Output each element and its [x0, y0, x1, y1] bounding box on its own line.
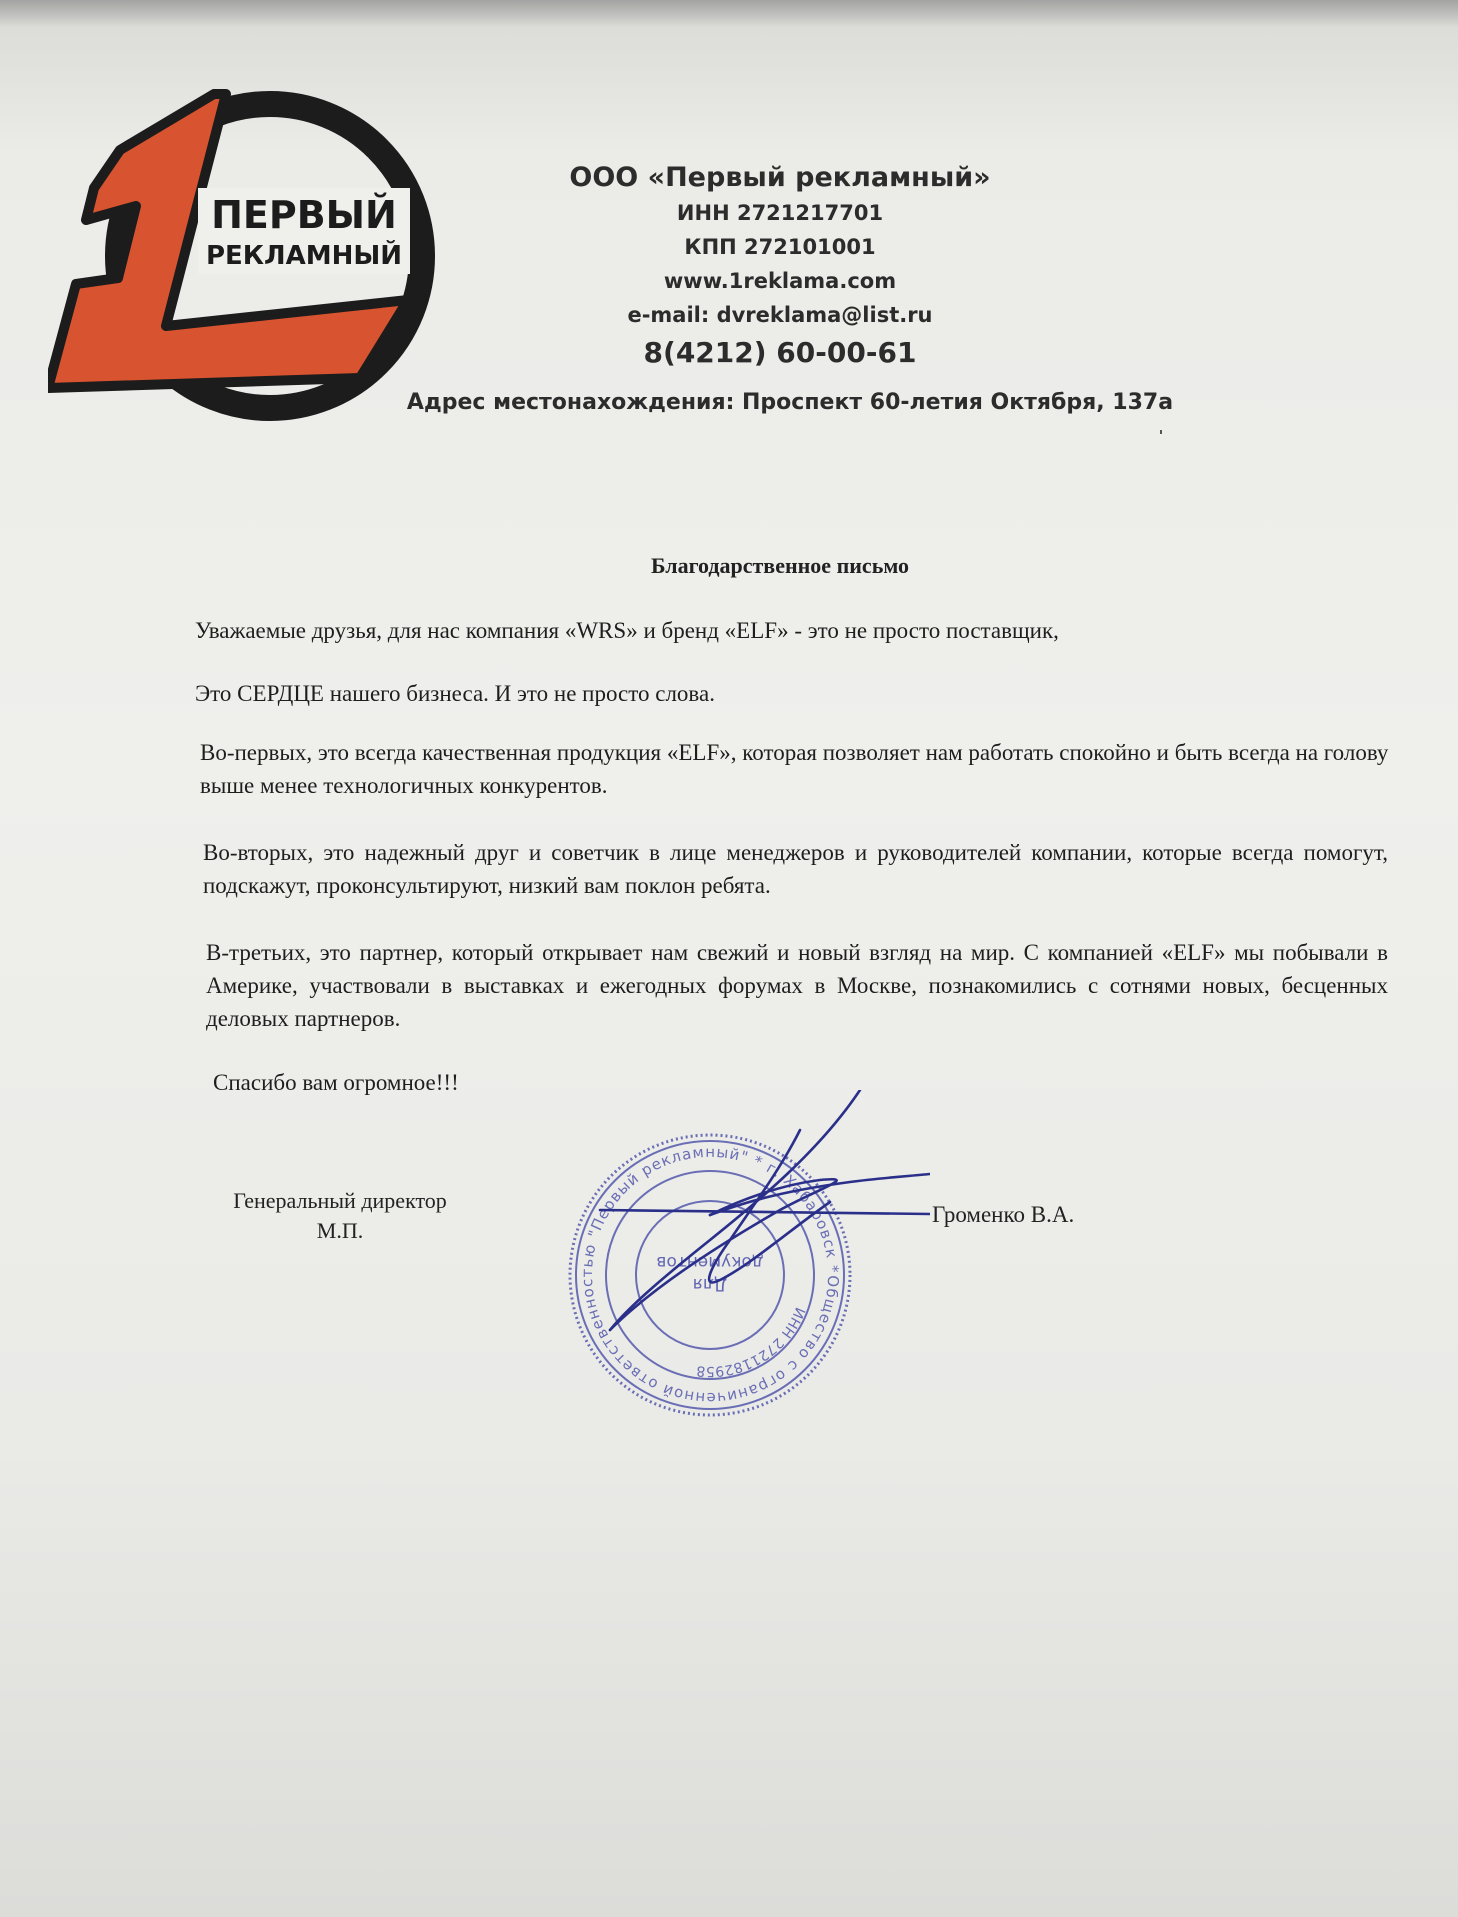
company-name: ООО «Первый рекламный» [569, 162, 991, 193]
signatory-role: Генеральный директор [233, 1188, 447, 1213]
letter-title: Благодарственное письмо [650, 553, 910, 578]
company-kpp: КПП 272101001 [684, 235, 876, 259]
company-phone: 8(4212) 60-00-61 [643, 336, 917, 369]
stamp-inn-text: ИНН 2721182958 [695, 1304, 808, 1380]
logo-text-line2: РЕКЛАМНЫЙ [205, 241, 403, 271]
letter-paragraph: В-третьих, это партнер, который открывает нам свежий и новый взгляд на мир. С компанией «ELF» мы побывали в Америке, участвовали в выставках и ежегодных форумах в Москве, познакомились с сотнями новых, бесценных деловых партнеров. [206, 940, 1388, 1031]
handwritten-signature [590, 1090, 930, 1350]
letter-closing: Спасибо вам огромное!!! [213, 1070, 459, 1095]
signatory-block [205, 1186, 475, 1246]
letter-paragraph: Во-первых, это всегда качественная продукция «ELF», которая позволяет нам работать спокойно и быть всегда на голову выше менее технологичных конкурентов. [200, 740, 1389, 798]
stamp-outer-text: Общество с ограниченной ответственностью "Первый рекламный" * г. Хабаровск * [577, 1142, 843, 1408]
logo-text-line1: ПЕРВЫЙ [211, 193, 397, 237]
seal-place-label: М.П. [316, 1218, 364, 1243]
letterhead [400, 160, 1160, 372]
letter-paragraph: Уважаемые друзья, для нас компания «WRS» и бренд «ELF» - это не просто поставщик, [195, 618, 1059, 643]
stamp-center-line2: документов [656, 1252, 764, 1272]
stamp-center-line1: Для [692, 1274, 728, 1294]
letter-paragraph: Это СЕРДЦЕ нашего бизнеса. И это не просто слова. [195, 681, 715, 706]
company-website: www.1reklama.com [663, 269, 897, 293]
signatory-name: Громенко В.А. [932, 1202, 1075, 1227]
letter-paragraph: Во-вторых, это надежный друг и советчик в лице менеджеров и руководителей компании, которые всегда помогут, подскажут, проконсультируют, низкий вам поклон ребята. [203, 840, 1388, 898]
paper-mark [1160, 430, 1162, 434]
company-inn: ИНН 2721217701 [676, 201, 884, 225]
company-address: Адрес местонахождения: Проспект 60-летия Октября, 137а [406, 390, 1174, 415]
top-shadow [0, 0, 1458, 28]
company-email: e-mail: dvreklama@list.ru [627, 303, 933, 327]
